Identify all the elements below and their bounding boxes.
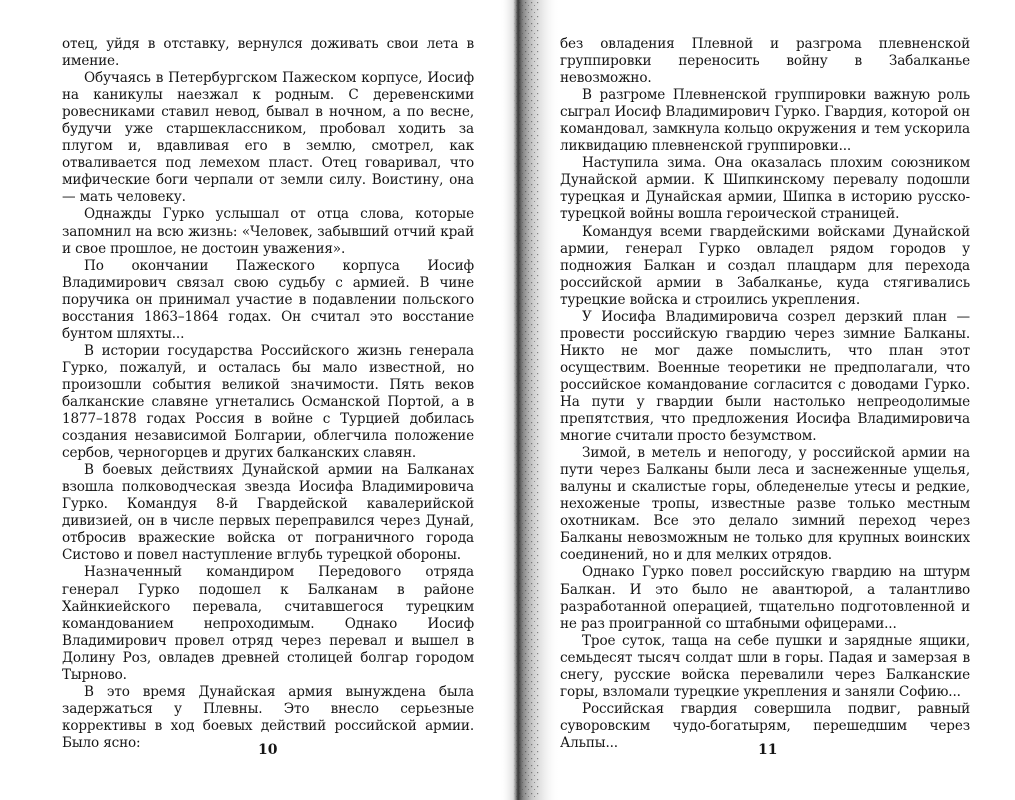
- paragraph: Зимой, в метель и непогоду, у российской армии на пути через Балканы были леса и заснеженные ущелья, валуны и скалистые горы, обледенелые утесы и редкие, нехоженые тропы, известные разве только местным охотникам. Все это делало зимний переход через Балканы невозможным не только для крупных воинских соединений, но и для мелких отрядов.: [560, 445, 970, 564]
- page-number-left: 10: [258, 742, 278, 758]
- paragraph: Обучаясь в Петербургском Пажеском корпусе, Иосиф на каникулы наезжал к родным. С деревенскими ровесниками ставил невод, бывал в ночном, а по весне, будучи уже старшеклассником, пробовал ходить за плугом и, вдавливая его в землю, смотрел, как отваливается под лемехом пласт. Отец говаривал, что мифические боги черпали от земли силу. Воистину, она — мать человеку.: [62, 70, 474, 206]
- paragraph: Однако Гурко повел российскую гвардию на штурм Балкан. И это было не авантюрой, а талантливо разработанной операцией, тщательно подготовленной и не раз проигранной со штабными офицерами...: [560, 564, 970, 632]
- paragraph: В это время Дунайская армия вынуждена была задержаться у Плевны. Это внесло серьезные коррективы в ход боевых действий российской армии. Было ясно:: [62, 683, 474, 751]
- left-page: [62, 36, 474, 800]
- paragraph: Наступила зима. Она оказалась плохим союзником Дунайской армии. К Шипкинскому перевалу подошли турецкая и Дунайская армии, Шипка в историю русско-турецкой войны вошла героической страницей.: [560, 155, 970, 223]
- page-number-right: 11: [758, 742, 778, 758]
- paragraph: У Иосифа Владимировича созрел дерзкий план — провести российскую гвардию через зимние Балканы. Никто не мог даже помыслить, что план этот осуществим. Военные теоретики не предполагали, что российское командование согласится с доводами Гурко. На пути у гвардии были настолько непреодолимые препятствия, что предложения Иосифа Владимировича многие считали просто безумством.: [560, 308, 970, 445]
- paragraph: В боевых действиях Дунайской армии на Балканах взошла полководческая звезда Иосифа Владимировича Гурко. Командуя 8-й Гвардейской кавалерийской дивизией, он в числе первых переправился через Дунай, отбросив вражеские войска от пограничного города Систово и повел наступление вглубь турецкой обороны.: [62, 462, 474, 564]
- paragraph: Российская гвардия совершила подвиг, равный суворовским чудо-богатырям, перешедшим через Альпы...: [560, 700, 970, 751]
- paragraph: Однажды Гурко услышал от отца слова, которые запомнил на всю жизнь: «Человек, забывший отчий край и свое прошлое, не достоин уважения».: [62, 206, 474, 257]
- paragraph: По окончании Пажеского корпуса Иосиф Владимирович связал свою судьбу с армией. В чине поручика он принимал участие в подавлении польского восстания 1863–1864 годах. Он считал это восстание бунтом шляхты...: [62, 257, 474, 342]
- paragraph: Трое суток, таща на себе пушки и зарядные ящики, семьдесят тысяч солдат шли в горы. Падая и замерзая в снегу, русские войска перевалили через Балканские горы, взломали турецкие укрепления и заняли Софию...: [560, 632, 970, 700]
- paragraph: отец, уйдя в отставку, вернулся доживать свои лета в имение.: [62, 36, 474, 70]
- book-gutter-shadow: [500, 0, 560, 800]
- paragraph: Назначенный командиром Передового отряда генерал Гурко подошел к Балканам в районе Хайнкиейского перевала, считавшегося турецким командованием непроходимым. Однако Иосиф Владимирович провел отряд через перевал и вышел в Долину Роз, овладев древней столицей болгар городом Тырново.: [62, 564, 474, 683]
- paragraph: Командуя всеми гвардейскими войсками Дунайской армии, генерал Гурко овладел рядом городов у подножия Балкан и создал плацдарм для перехода российской армии в Забалканье, куда стягивались турецкие войска и строились укрепления.: [560, 223, 970, 308]
- right-page: [560, 36, 970, 800]
- paragraph: В истории государства Российского жизнь генерала Гурко, пожалуй, и осталась бы мало известной, но произошли события великой значимости. Пять веков балканские славяне угнетались Османской Портой, а в 1877–1878 годах Россия в войне с Турцией добилась создания независимой Болгарии, облегчила положение сербов, черногорцев и других балканских славян.: [62, 342, 474, 462]
- paragraph: без овладения Плевной и разгрома плевненской группировки переносить войну в Забалканье невозможно.: [560, 36, 970, 87]
- paragraph: В разгроме Плевненской группировки важную роль сыграл Иосиф Владимирович Гурко. Гвардия, которой он командовал, замкнула кольцо окружения и тем ускорила ликвидацию плевненской группировки...: [560, 87, 970, 155]
